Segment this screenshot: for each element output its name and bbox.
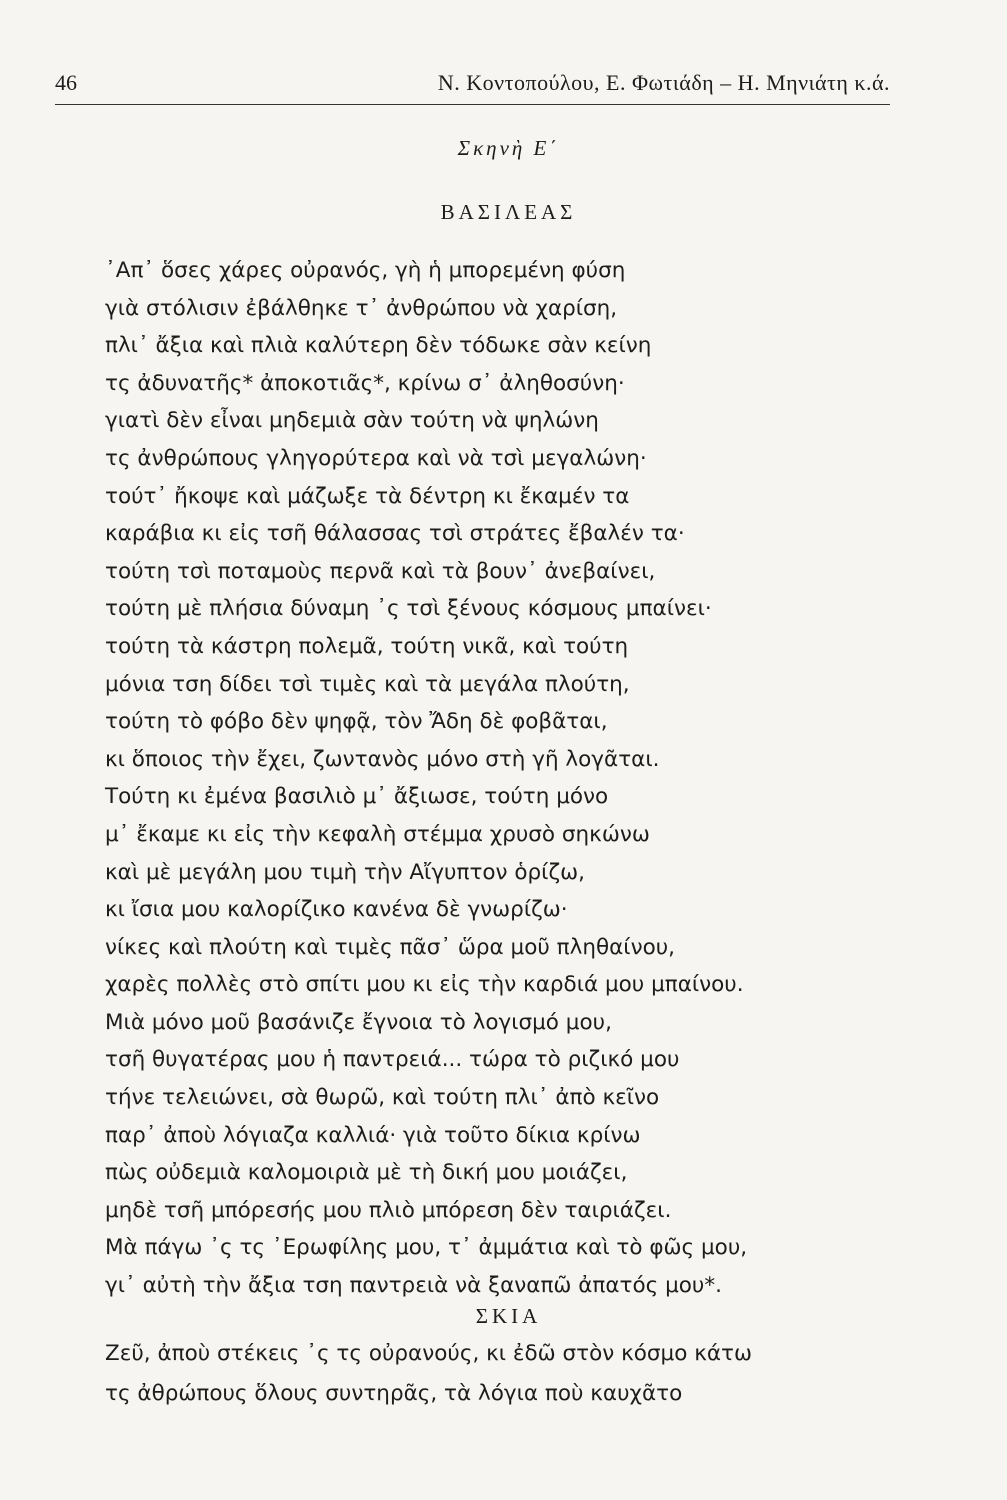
verse-line: ᾿Απ᾿ ὅσες χάρες οὐρανός, γὴ ἡ μπορεμένη φύση — [105, 258, 626, 283]
verse-line: μ᾿ ἔκαμε κι εἰς τὴν κεφαλὴ στέμμα χρυσὸ σηκώνω — [105, 821, 650, 847]
king-verse — [105, 252, 747, 1305]
verse-line: τούτη τὰ κάστρη πολεμᾶ, τούτη νικᾶ, καὶ τούτη — [105, 633, 629, 659]
scene-label: Σκηνὴ Ε΄ — [457, 136, 560, 160]
speaker-shade: ΣΚΙΑ — [475, 1304, 542, 1328]
verse-line: Μιὰ μόνο μοῦ βασάνιζε ἔγνοια τὸ λογισμό μου, — [105, 1009, 612, 1035]
verse-line: πὼς οὐδεμιὰ καλομοιριὰ μὲ τὴ δική μου μοιάζει, — [105, 1160, 628, 1186]
verse-line: μόνια τση δίδει τσὶ τιμὲς καὶ τὰ μεγάλα πλούτη, — [105, 671, 630, 697]
verse-line: γιατὶ δὲν εἶναι μηδεμιὰ σὰν τούτη νὰ ψηλώνη — [105, 408, 599, 434]
verse-line: τς ἀνθρώπους γληγορύτερα καὶ νὰ τσὶ μεγαλώνη· — [105, 445, 647, 471]
verse-line: τούτη τσὶ ποταμοὺς περνᾶ καὶ τὰ βουν᾿ ἀνεβαίνει, — [105, 558, 656, 584]
running-header — [55, 70, 890, 102]
verse-line: παρ᾿ ἀποὺ λόγιαζα καλλιά· γιὰ τοῦτο δίκια κρίνω — [105, 1122, 641, 1148]
verse-line: καράβια κι εἰς τσῆ θάλασσας τσὶ στράτες ἔβαλέν τα· — [105, 521, 685, 547]
verse-line: νίκες καὶ πλούτη καὶ τιμὲς πᾶσ᾿ ὥρα μοῦ πληθαίνου, — [105, 934, 676, 960]
page-number: 46 — [55, 70, 77, 95]
verse-line: γι᾿ αὐτὴ τὴν ἄξια τση παντρειὰ νὰ ξαναπῶ ἀπατός μου*. — [105, 1273, 722, 1299]
verse-line: Ζεῦ, ἀποὺ στέκεις ᾿ς τς οὐρανούς, κι ἐδῶ στὸν κόσμο κάτω — [105, 1341, 752, 1366]
shade-verse — [105, 1334, 752, 1414]
verse-line: τσῆ θυγατέρας μου ἡ παντρειά... τώρα τὸ ριζικό μου — [105, 1047, 680, 1073]
verse-line: Μὰ πάγω ᾿ς τς ᾿Ερωφίλης μου, τ᾿ ἀμμάτια καὶ τὸ φῶς μου, — [105, 1235, 748, 1261]
verse-line: κι ἴσια μου καλορίζικο κανένα δὲ γνωρίζω· — [105, 897, 568, 923]
verse-line: τούτη τὸ φόβο δὲν ψηφᾷ, τὸν Ἄδη δὲ φοβᾶται, — [105, 709, 608, 735]
verse-line: τούτη μὲ πλήσια δύναμη ᾿ς τσὶ ξένους κόσμους μπαίνει· — [105, 596, 712, 622]
header-rule — [55, 104, 890, 105]
verse-line: τούτ᾿ ἤκοψε καὶ μάζωξε τὰ δέντρη κι ἔκαμέν τα — [105, 483, 630, 509]
verse-line: τήνε τελειώνει, σὰ θωρῶ, καὶ τούτη πλι᾿ ἀπὸ κεῖνο — [105, 1085, 660, 1111]
verse-line: καὶ μὲ μεγάλη μου τιμὴ τὴν Αἴγυπτον ὁρίζω, — [105, 859, 585, 885]
verse-line: πλι᾿ ἄξια καὶ πλιὰ καλύτερη δὲν τόδωκε σὰν κείνη — [105, 333, 652, 359]
verse-line: κι ὅποιος τὴν ἔχει, ζωντανὸς μόνο στὴ γῆ λογᾶται. — [105, 746, 660, 772]
verse-line: τς ἀδυνατῆς* ἀποκοτιᾶς*, κρίνω σ᾿ ἀληθοσύνη· — [105, 370, 625, 396]
verse-line: γιὰ στόλισιν ἐβάλθηκε τ᾿ ἀνθρώπου νὰ χαρίση, — [105, 295, 618, 321]
verse-line: τς ἀθρώπους ὅλους συντηρᾶς, τὰ λόγια ποὺ καυχᾶτο — [105, 1381, 683, 1406]
verse-line: μηδὲ τσῆ μπόρεσής μου πλιὸ μπόρεση δὲν ταιριάζει. — [105, 1197, 672, 1223]
header-authors: Ν. Κοντοπούλου, Ε. Φωτιάδη – Η. Μηνιάτη κ.ά. — [437, 70, 890, 95]
verse-line: χαρὲς πολλὲς στὸ σπίτι μου κι εἰς τὴν καρδιά μου μπαίνου. — [105, 972, 744, 998]
verse-line: Τούτη κι ἐμένα βασιλιὸ μ᾿ ἄξιωσε, τούτη μόνο — [105, 784, 609, 810]
speaker-king: ΒΑΣΙΛΕΑΣ — [440, 200, 577, 224]
